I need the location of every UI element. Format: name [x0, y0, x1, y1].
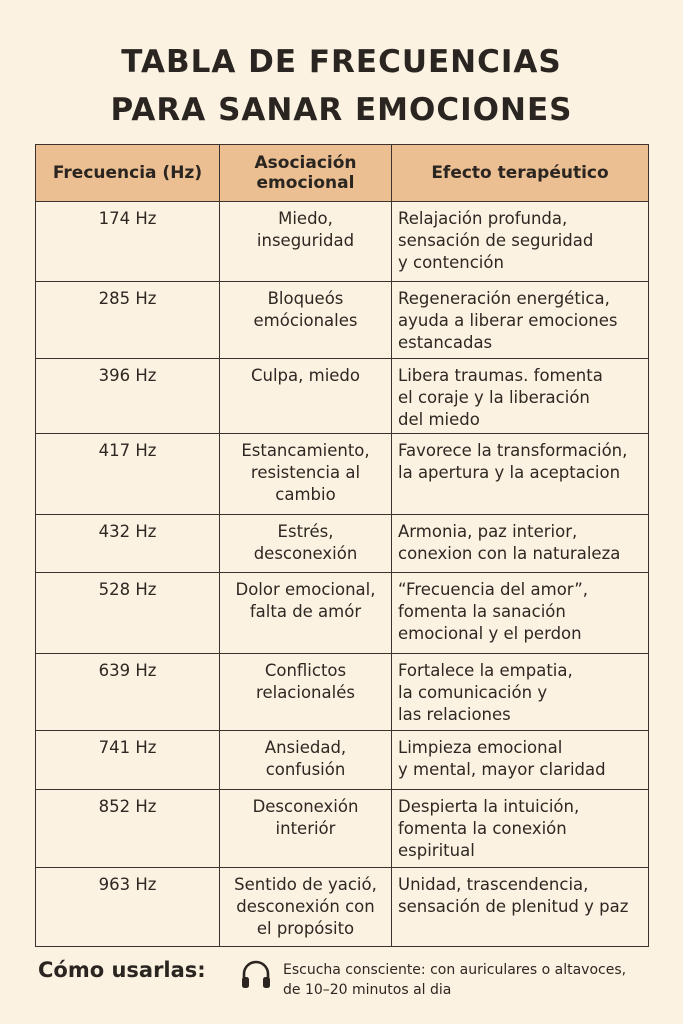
- effect-line: conexion con la naturaleza: [398, 544, 621, 563]
- association-cell: [220, 790, 392, 868]
- association-cell: [220, 434, 392, 515]
- effect-line: estancadas: [398, 333, 493, 352]
- association-cell: [220, 868, 392, 947]
- association-cell: [220, 573, 392, 654]
- effect-line: Relajación profunda,: [398, 209, 568, 228]
- effect-line: emocional y el perdon: [398, 624, 582, 643]
- association-line: falta de amór: [249, 602, 362, 621]
- table-row: [36, 731, 649, 790]
- effect-line: “Frecuencia del amor”,: [398, 580, 589, 599]
- effect-cell: [392, 515, 649, 573]
- frequency-table: [35, 144, 649, 947]
- association-line: relacionalés: [256, 683, 355, 702]
- effect-cell: [392, 573, 649, 654]
- association-cell: [220, 515, 392, 573]
- effect-cell: [392, 790, 649, 868]
- effect-cell: [392, 359, 649, 434]
- association-line: cambio: [275, 485, 336, 504]
- effect-line: Regeneración energética,: [398, 289, 610, 308]
- association-line: resistencia al: [250, 463, 361, 482]
- table-row: [36, 282, 649, 359]
- association-line: emócionales: [253, 311, 358, 330]
- effect-line: fomenta la sanación: [398, 602, 566, 621]
- table-row: [36, 868, 649, 947]
- frequency-cell: 639 Hz: [36, 654, 220, 731]
- title-line-1: TABLA DE FRECUENCIAS: [121, 44, 562, 80]
- association-line: Estancamiento,: [241, 441, 370, 460]
- frequency-cell: 396 Hz: [36, 359, 220, 434]
- effect-line: ayuda a liberar emociones: [398, 311, 618, 330]
- effect-line: Fortalece la empatia,: [398, 661, 573, 680]
- table-row: [36, 359, 649, 434]
- table-row: [36, 573, 649, 654]
- effect-cell: [392, 202, 649, 282]
- frequency-cell: 417 Hz: [36, 434, 220, 515]
- association-line: Dolor emocional,: [235, 580, 376, 599]
- frequency-cell: 528 Hz: [36, 573, 220, 654]
- frequency-cell: 174 Hz: [36, 202, 220, 282]
- frequency-cell: 741 Hz: [36, 731, 220, 790]
- table-header-row: [36, 145, 649, 202]
- effect-line: Despierta la intuición,: [398, 797, 580, 816]
- effect-line: espiritual: [398, 841, 475, 860]
- effect-line: fomenta la conexión: [398, 819, 567, 838]
- association-line: Estrés,: [277, 522, 334, 541]
- effect-line: sensación de seguridad: [398, 231, 594, 250]
- association-cell: [220, 202, 392, 282]
- association-line: Miedo,: [278, 209, 333, 228]
- footer-label: Cómo usarlas:: [38, 958, 206, 982]
- effect-line: del miedo: [398, 410, 480, 429]
- association-cell: [220, 359, 392, 434]
- table-row: [36, 202, 649, 282]
- footer-text-line-2: de 10–20 minutos al dia: [283, 982, 452, 998]
- association-line: desconexión con: [236, 897, 375, 916]
- effect-line: sensación de plenitud y paz: [398, 897, 629, 916]
- association-cell: [220, 282, 392, 359]
- column-header-association: Asociación emocional: [220, 145, 392, 202]
- column-header-frequency: Frecuencia (Hz): [36, 145, 220, 202]
- association-cell: [220, 731, 392, 790]
- association-line: Ansiedad,: [264, 738, 347, 757]
- effect-line: y contención: [398, 253, 504, 272]
- association-line: Culpa, miedo: [250, 366, 360, 385]
- effect-line: Unidad, trascendencia,: [398, 875, 589, 894]
- table-row: [36, 434, 649, 515]
- effect-line: Favorece la transformación,: [398, 441, 628, 460]
- effect-line: Armonia, paz interior,: [398, 522, 578, 541]
- association-line: el propósito: [256, 919, 355, 938]
- title-line-2: PARA SANAR EMOCIONES: [110, 92, 573, 128]
- effect-cell: [392, 868, 649, 947]
- frequency-cell: 285 Hz: [36, 282, 220, 359]
- effect-line: Libera traumas. fomenta: [398, 366, 603, 385]
- column-header-effect: Efecto terapéutico: [392, 145, 649, 202]
- table-row: [36, 654, 649, 731]
- effect-line: la comunicación y: [398, 683, 548, 702]
- effect-cell: [392, 731, 649, 790]
- effect-line: Limpieza emocional: [398, 738, 563, 757]
- effect-line: el coraje y la liberación: [398, 388, 590, 407]
- association-line: Conflictos: [264, 661, 347, 680]
- association-line: interiór: [275, 819, 336, 838]
- frequency-cell: 963 Hz: [36, 868, 220, 947]
- effect-line: la apertura y la aceptacion: [398, 463, 621, 482]
- usage-footer: [38, 954, 658, 1008]
- effect-line: las relaciones: [398, 705, 511, 724]
- effect-cell: [392, 654, 649, 731]
- association-line: inseguridad: [256, 231, 355, 250]
- footer-text-line-1: Escucha consciente: con auriculares o altavoces,: [283, 962, 627, 978]
- footer-instructions: [283, 960, 663, 1000]
- association-line: Desconexión: [252, 797, 359, 816]
- association-line: Bloqueós: [267, 289, 344, 308]
- association-line: Sentido de yació,: [234, 875, 377, 894]
- association-line: desconexión: [253, 544, 358, 563]
- association-cell: [220, 654, 392, 731]
- headphones-icon: [238, 956, 274, 992]
- table-row: [36, 790, 649, 868]
- effect-cell: [392, 434, 649, 515]
- effect-cell: [392, 282, 649, 359]
- page-title: [0, 38, 683, 134]
- table-body: [36, 202, 649, 947]
- frequency-cell: 432 Hz: [36, 515, 220, 573]
- association-line: confusión: [265, 760, 346, 779]
- effect-line: y mental, mayor claridad: [398, 760, 606, 779]
- frequency-cell: 852 Hz: [36, 790, 220, 868]
- table-row: [36, 515, 649, 573]
